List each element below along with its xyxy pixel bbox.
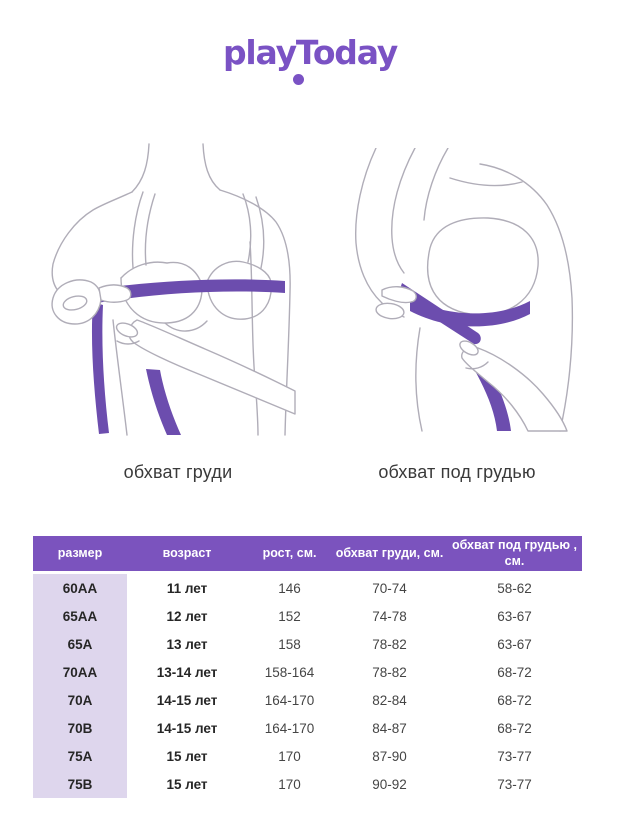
table-row bbox=[33, 630, 582, 658]
cell-underbust: 73-77 bbox=[447, 742, 582, 770]
header-height: рост, см. bbox=[247, 536, 332, 573]
cell-underbust: 73-77 bbox=[447, 770, 582, 798]
table-row bbox=[33, 658, 582, 686]
table-row bbox=[33, 573, 582, 603]
cell-bust: 74-78 bbox=[332, 602, 447, 630]
figure-caption-bust: обхват груди bbox=[123, 462, 233, 482]
cell-age: 12 лет bbox=[127, 602, 247, 630]
underbust-measurement-illustration bbox=[330, 148, 580, 433]
cell-bust: 87-90 bbox=[332, 742, 447, 770]
header-size: размер bbox=[33, 536, 127, 573]
cell-size: 75B bbox=[33, 770, 127, 798]
bra-outline bbox=[121, 192, 271, 331]
cell-underbust: 63-67 bbox=[447, 602, 582, 630]
header-underbust: обхват под грудью , см. bbox=[447, 536, 582, 573]
header-bust: обхват груди, см. bbox=[332, 536, 447, 573]
cell-bust: 90-92 bbox=[332, 770, 447, 798]
size-table-header bbox=[33, 536, 582, 573]
brand-logo-text: playToday bbox=[223, 33, 398, 72]
size-table bbox=[33, 536, 582, 798]
crossing-arm-hand bbox=[115, 320, 295, 414]
cell-height: 152 bbox=[247, 602, 332, 630]
cell-age: 14-15 лет bbox=[127, 686, 247, 714]
cell-age: 15 лет bbox=[127, 770, 247, 798]
figure-caption-underbust: обхват под грудью bbox=[378, 462, 536, 482]
brand-logo bbox=[0, 33, 618, 100]
cell-height: 170 bbox=[247, 742, 332, 770]
cell-underbust: 63-67 bbox=[447, 630, 582, 658]
cell-bust: 70-74 bbox=[332, 573, 447, 603]
cell-size: 70AA bbox=[33, 658, 127, 686]
table-row bbox=[33, 686, 582, 714]
table-row bbox=[33, 770, 582, 798]
brand-logo-dot-icon bbox=[293, 74, 304, 85]
cell-age: 11 лет bbox=[127, 573, 247, 603]
cell-age: 13-14 лет bbox=[127, 658, 247, 686]
cell-size: 70B bbox=[33, 714, 127, 742]
bust-measurement-illustration bbox=[45, 142, 310, 437]
cell-height: 158 bbox=[247, 630, 332, 658]
cell-height: 164-170 bbox=[247, 686, 332, 714]
table-row bbox=[33, 742, 582, 770]
cell-underbust: 68-72 bbox=[447, 686, 582, 714]
cell-size: 70A bbox=[33, 686, 127, 714]
cell-age: 13 лет bbox=[127, 630, 247, 658]
table-row bbox=[33, 714, 582, 742]
cell-age: 15 лет bbox=[127, 742, 247, 770]
cell-underbust: 68-72 bbox=[447, 714, 582, 742]
cell-age: 14-15 лет bbox=[127, 714, 247, 742]
cell-bust: 82-84 bbox=[332, 686, 447, 714]
header-age: возраст bbox=[127, 536, 247, 573]
cell-underbust: 68-72 bbox=[447, 658, 582, 686]
cell-height: 170 bbox=[247, 770, 332, 798]
left-hand bbox=[52, 280, 131, 324]
cell-bust: 78-82 bbox=[332, 658, 447, 686]
cell-size: 65AA bbox=[33, 602, 127, 630]
cell-bust: 78-82 bbox=[332, 630, 447, 658]
breast-outline bbox=[428, 218, 539, 315]
cell-bust: 84-87 bbox=[332, 714, 447, 742]
cell-height: 164-170 bbox=[247, 714, 332, 742]
right-arm-hand bbox=[458, 338, 567, 431]
cell-size: 60AA bbox=[33, 573, 127, 603]
cell-underbust: 58-62 bbox=[447, 573, 582, 603]
cell-height: 146 bbox=[247, 573, 332, 603]
brand-logo-lockup bbox=[223, 33, 398, 100]
cell-size: 65A bbox=[33, 630, 127, 658]
cell-height: 158-164 bbox=[247, 658, 332, 686]
cell-size: 75A bbox=[33, 742, 127, 770]
table-row bbox=[33, 602, 582, 630]
